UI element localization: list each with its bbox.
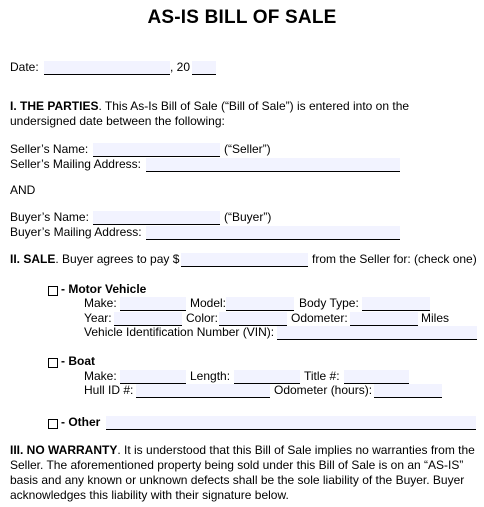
boat-make-label: Make:	[84, 369, 117, 383]
sale-price-field[interactable]	[181, 253, 308, 267]
mv-year-label: Year:	[84, 311, 112, 325]
year-prefix: , 20	[170, 60, 191, 74]
sale-heading: II. SALE	[10, 252, 56, 266]
mv-body-type-label: Body Type:	[299, 296, 359, 310]
buyer-address-label: Buyer’s Mailing Address:	[10, 225, 142, 239]
parties-intro-line-1	[10, 99, 409, 114]
mv-color-field[interactable]	[219, 312, 287, 326]
boat-hull-id-field[interactable]	[136, 384, 270, 398]
parties-intro-line-2: undersigned date between the following:	[10, 114, 225, 128]
buyer-tag: (“Buyer”)	[224, 210, 272, 224]
boat-title-field[interactable]	[344, 370, 409, 384]
warranty-line-2: Seller. The aforementioned property being sold under this Bill of Sale is on an “AS-IS”	[10, 458, 464, 472]
mv-make-field[interactable]	[120, 297, 186, 311]
warranty-line-4: acknowledges this liability with their signature below.	[10, 488, 289, 502]
mv-color-label: Color:	[186, 311, 219, 325]
other-checkbox[interactable]	[48, 419, 58, 429]
boat-odometer-hours-field[interactable]	[374, 384, 442, 398]
mv-vin-label: Vehicle Identification Number (VIN):	[84, 325, 275, 339]
buyer-name-field[interactable]	[93, 211, 220, 225]
warranty-line-3: basis and any known or unknown defects shall be the sole liability of the Buyer. Buyer	[10, 473, 465, 487]
and-label: AND	[10, 183, 36, 197]
warranty-text-1: . It is understood that this Bill of Sale implies no warranties from the	[117, 443, 475, 457]
mv-odometer-field[interactable]	[350, 312, 418, 326]
warranty-line-1	[10, 443, 478, 458]
motor-vehicle-label: - Motor Vehicle	[61, 282, 147, 296]
boat-checkbox[interactable]	[48, 358, 58, 368]
parties-heading: I. THE PARTIES	[10, 99, 99, 113]
sale-text: . Buyer agrees to pay $	[55, 252, 180, 266]
mv-model-label: Model:	[190, 296, 227, 310]
boat-length-field[interactable]	[234, 370, 300, 384]
warranty-paragraph	[10, 443, 478, 503]
buyer-address-field[interactable]	[146, 226, 400, 240]
parties-intro-text: . This As-Is Bill of Sale (“Bill of Sale”) is entered into on the	[98, 99, 410, 113]
mv-odometer-label: Odometer:	[291, 311, 348, 325]
sale-text-after: from the Seller for: (check one)	[312, 252, 477, 266]
boat-title-label: Title #:	[304, 369, 340, 383]
warranty-heading: III. NO WARRANTY	[10, 443, 118, 457]
year-field[interactable]	[192, 61, 216, 75]
mv-vin-field[interactable]	[277, 326, 477, 340]
seller-name-field[interactable]	[93, 143, 220, 157]
seller-name-label: Seller’s Name:	[10, 142, 89, 156]
boat-odometer-hours-label: Odometer (hours):	[274, 383, 373, 397]
document-title: AS-IS BILL OF SALE	[147, 7, 337, 28]
other-field[interactable]	[106, 416, 476, 430]
mv-make-label: Make:	[84, 296, 117, 310]
seller-address-label: Seller’s Mailing Address:	[10, 157, 141, 171]
mv-year-field[interactable]	[114, 312, 182, 326]
other-label: - Other	[61, 415, 101, 429]
boat-make-field[interactable]	[120, 370, 186, 384]
date-label: Date:	[10, 60, 39, 74]
sale-line	[10, 252, 179, 267]
boat-length-label: Length:	[190, 369, 231, 383]
seller-tag: (“Seller”)	[224, 142, 271, 156]
mv-body-type-field[interactable]	[362, 297, 430, 311]
buyer-name-label: Buyer’s Name:	[10, 210, 89, 224]
date-field[interactable]	[44, 61, 170, 75]
seller-address-field[interactable]	[146, 158, 400, 172]
motor-vehicle-checkbox[interactable]	[48, 286, 58, 296]
mv-model-field[interactable]	[226, 297, 294, 311]
boat-hull-id-label: Hull ID #:	[84, 383, 134, 397]
boat-label: - Boat	[61, 354, 95, 368]
mv-miles-label: Miles	[421, 311, 450, 325]
